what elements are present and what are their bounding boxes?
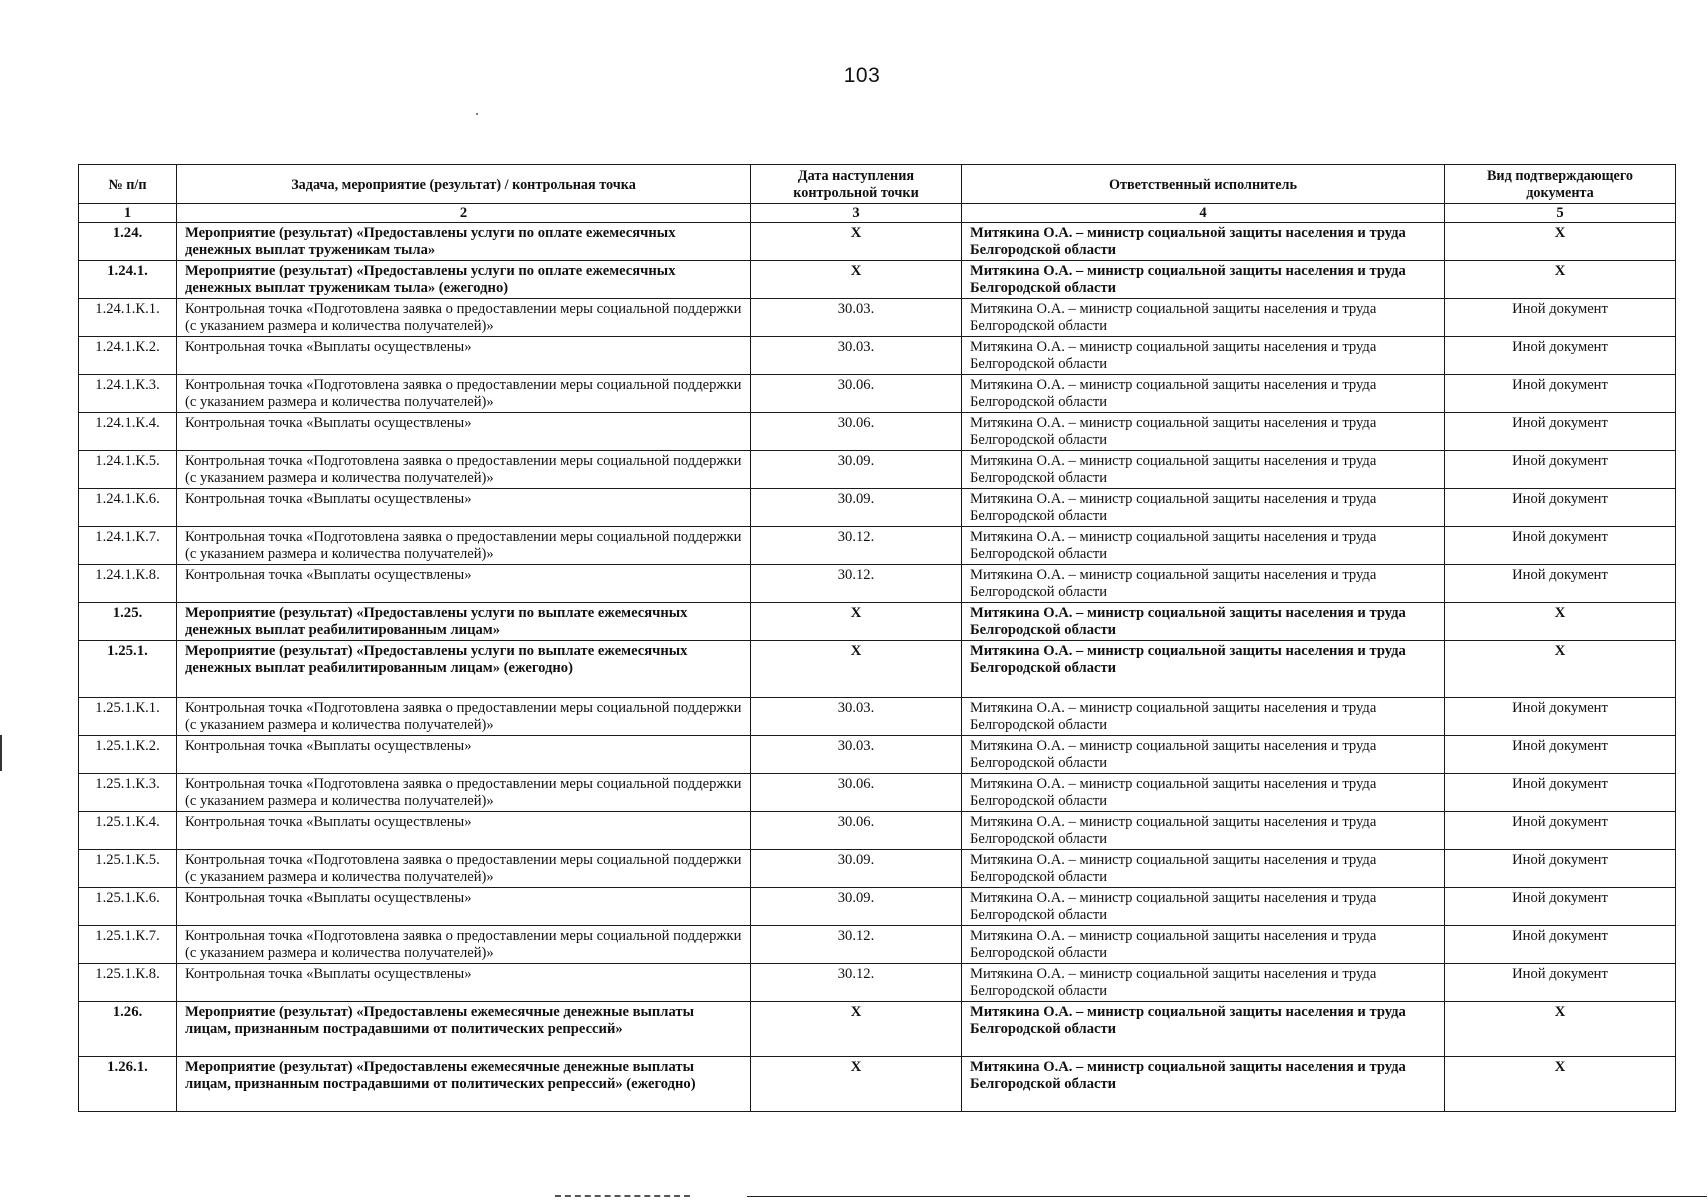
row-document-type: Х <box>1445 261 1676 299</box>
row-task: Контрольная точка «Подготовлена заявка о предоставлении меры социальной поддержки (с указанием размера и количества получателей)» <box>177 698 751 736</box>
row-document-type: Иной документ <box>1445 451 1676 489</box>
row-task: Контрольная точка «Подготовлена заявка о предоставлении меры социальной поддержки (с указанием размера и количества получателей)» <box>177 850 751 888</box>
row-number: 1.25.1.К.8. <box>79 964 177 1002</box>
row-executor: Митякина О.А. – министр социальной защиты населения и труда Белгородской области <box>962 850 1445 888</box>
table-row <box>79 413 1676 451</box>
row-number: 1.26.1. <box>79 1057 177 1112</box>
row-task: Контрольная точка «Выплаты осуществлены» <box>177 565 751 603</box>
row-date: 30.09. <box>751 489 962 527</box>
row-document-type: Иной документ <box>1445 812 1676 850</box>
row-task: Контрольная точка «Подготовлена заявка о предоставлении меры социальной поддержки (с указанием размера и количества получателей)» <box>177 926 751 964</box>
row-executor: Митякина О.А. – министр социальной защиты населения и труда Белгородской области <box>962 964 1445 1002</box>
row-date: 30.12. <box>751 964 962 1002</box>
row-date: 30.06. <box>751 774 962 812</box>
header-row <box>79 165 1676 204</box>
row-task: Контрольная точка «Подготовлена заявка о предоставлении меры социальной поддержки (с указанием размера и количества получателей)» <box>177 527 751 565</box>
table-row <box>79 299 1676 337</box>
row-number: 1.24.1.К.3. <box>79 375 177 413</box>
row-task: Контрольная точка «Выплаты осуществлены» <box>177 812 751 850</box>
row-number: 1.24. <box>79 223 177 261</box>
row-number: 1.25.1. <box>79 641 177 698</box>
column-number: 5 <box>1445 204 1676 223</box>
row-task: Контрольная точка «Подготовлена заявка о предоставлении меры социальной поддержки (с указанием размера и количества получателей)» <box>177 375 751 413</box>
table-row <box>79 850 1676 888</box>
row-date: 30.03. <box>751 299 962 337</box>
row-document-type: Иной документ <box>1445 337 1676 375</box>
table-row <box>79 736 1676 774</box>
row-number: 1.25.1.К.7. <box>79 926 177 964</box>
row-date: Х <box>751 223 962 261</box>
column-number: 1 <box>79 204 177 223</box>
row-executor: Митякина О.А. – министр социальной защиты населения и труда Белгородской области <box>962 261 1445 299</box>
row-executor: Митякина О.А. – министр социальной защиты населения и труда Белгородской области <box>962 603 1445 641</box>
row-date: 30.09. <box>751 451 962 489</box>
row-number: 1.25.1.К.3. <box>79 774 177 812</box>
row-document-type: Иной документ <box>1445 964 1676 1002</box>
row-date: Х <box>751 641 962 698</box>
row-executor: Митякина О.А. – министр социальной защиты населения и труда Белгородской области <box>962 299 1445 337</box>
row-executor: Митякина О.А. – министр социальной защиты населения и труда Белгородской области <box>962 489 1445 527</box>
table-body <box>79 223 1676 1112</box>
row-document-type: Иной документ <box>1445 299 1676 337</box>
row-document-type: Иной документ <box>1445 565 1676 603</box>
row-date: 30.03. <box>751 698 962 736</box>
table-row <box>79 1057 1676 1112</box>
row-date: 30.09. <box>751 888 962 926</box>
header-num: № п/п <box>79 165 177 204</box>
header-doc: Вид подтверждающего документа <box>1445 165 1676 204</box>
row-document-type: Х <box>1445 603 1676 641</box>
row-number: 1.25.1.К.1. <box>79 698 177 736</box>
row-executor: Митякина О.А. – министр социальной защиты населения и труда Белгородской области <box>962 926 1445 964</box>
row-executor: Митякина О.А. – министр социальной защиты населения и труда Белгородской области <box>962 774 1445 812</box>
row-task: Контрольная точка «Выплаты осуществлены» <box>177 736 751 774</box>
row-number: 1.24.1.К.7. <box>79 527 177 565</box>
column-number: 4 <box>962 204 1445 223</box>
scan-edge-mark <box>0 735 2 771</box>
column-number-row <box>79 204 1676 223</box>
row-task: Мероприятие (результат) «Предоставлены ежемесячные денежные выплаты лицам, признанным пострадавшими от политических репрессий» (ежегодно) <box>177 1057 751 1112</box>
row-task: Контрольная точка «Выплаты осуществлены» <box>177 337 751 375</box>
row-task: Контрольная точка «Подготовлена заявка о предоставлении меры социальной поддержки (с указанием размера и количества получателей)» <box>177 774 751 812</box>
row-number: 1.24.1.К.4. <box>79 413 177 451</box>
row-date: Х <box>751 1057 962 1112</box>
row-date: 30.09. <box>751 850 962 888</box>
row-executor: Митякина О.А. – министр социальной защиты населения и труда Белгородской области <box>962 1057 1445 1112</box>
row-number: 1.25.1.К.2. <box>79 736 177 774</box>
row-task: Мероприятие (результат) «Предоставлены услуги по оплате ежемесячных денежных выплат труженикам тыла» <box>177 223 751 261</box>
row-executor: Митякина О.А. – министр социальной защиты населения и труда Белгородской области <box>962 413 1445 451</box>
row-document-type: Х <box>1445 223 1676 261</box>
table-row <box>79 698 1676 736</box>
row-number: 1.24.1.К.1. <box>79 299 177 337</box>
row-date: 30.12. <box>751 527 962 565</box>
table-row <box>79 774 1676 812</box>
row-task: Мероприятие (результат) «Предоставлены услуги по оплате ежемесячных денежных выплат труженикам тыла» (ежегодно) <box>177 261 751 299</box>
table-row <box>79 641 1676 698</box>
table-row <box>79 888 1676 926</box>
row-task: Контрольная точка «Подготовлена заявка о предоставлении меры социальной поддержки (с указанием размера и количества получателей)» <box>177 451 751 489</box>
row-document-type: Иной документ <box>1445 413 1676 451</box>
row-date: Х <box>751 261 962 299</box>
footer-rule <box>747 1196 1707 1197</box>
row-number: 1.24.1. <box>79 261 177 299</box>
row-task: Контрольная точка «Подготовлена заявка о предоставлении меры социальной поддержки (с указанием размера и количества получателей)» <box>177 299 751 337</box>
row-task: Мероприятие (результат) «Предоставлены услуги по выплате ежемесячных денежных выплат реабилитированным лицам» <box>177 603 751 641</box>
table-row <box>79 223 1676 261</box>
row-number: 1.25.1.К.5. <box>79 850 177 888</box>
row-date: 30.06. <box>751 375 962 413</box>
row-executor: Митякина О.А. – министр социальной защиты населения и труда Белгородской области <box>962 641 1445 698</box>
row-document-type: Иной документ <box>1445 375 1676 413</box>
table-row <box>79 489 1676 527</box>
row-task: Контрольная точка «Выплаты осуществлены» <box>177 489 751 527</box>
table-row <box>79 451 1676 489</box>
header-executor: Ответственный исполнитель <box>962 165 1445 204</box>
header-task: Задача, мероприятие (результат) / контрольная точка <box>177 165 751 204</box>
row-date: 30.06. <box>751 413 962 451</box>
scan-speck <box>476 113 478 115</box>
row-number: 1.26. <box>79 1002 177 1057</box>
row-executor: Митякина О.А. – министр социальной защиты населения и труда Белгородской области <box>962 812 1445 850</box>
row-document-type: Иной документ <box>1445 527 1676 565</box>
row-task: Контрольная точка «Выплаты осуществлены» <box>177 888 751 926</box>
table-row <box>79 337 1676 375</box>
row-date: Х <box>751 603 962 641</box>
row-executor: Митякина О.А. – министр социальной защиты населения и труда Белгородской области <box>962 527 1445 565</box>
row-task: Мероприятие (результат) «Предоставлены услуги по выплате ежемесячных денежных выплат реабилитированным лицам» (ежегодно) <box>177 641 751 698</box>
row-number: 1.24.1.К.8. <box>79 565 177 603</box>
column-number: 3 <box>751 204 962 223</box>
row-executor: Митякина О.А. – министр социальной защиты населения и труда Белгородской области <box>962 888 1445 926</box>
column-number: 2 <box>177 204 751 223</box>
header-date: Дата наступления контрольной точки <box>751 165 962 204</box>
row-document-type: Х <box>1445 641 1676 698</box>
table-row <box>79 261 1676 299</box>
row-executor: Митякина О.А. – министр социальной защиты населения и труда Белгородской области <box>962 223 1445 261</box>
row-document-type: Иной документ <box>1445 698 1676 736</box>
row-document-type: Х <box>1445 1002 1676 1057</box>
row-document-type: Иной документ <box>1445 736 1676 774</box>
table-row <box>79 603 1676 641</box>
row-document-type: Иной документ <box>1445 774 1676 812</box>
row-date: 30.03. <box>751 337 962 375</box>
plan-table <box>78 164 1676 1112</box>
table-row <box>79 527 1676 565</box>
row-document-type: Иной документ <box>1445 850 1676 888</box>
row-number: 1.25. <box>79 603 177 641</box>
row-executor: Митякина О.А. – министр социальной защиты населения и труда Белгородской области <box>962 1002 1445 1057</box>
row-executor: Митякина О.А. – министр социальной защиты населения и труда Белгородской области <box>962 451 1445 489</box>
table-row <box>79 375 1676 413</box>
row-executor: Митякина О.А. – министр социальной защиты населения и труда Белгородской области <box>962 736 1445 774</box>
row-task: Мероприятие (результат) «Предоставлены ежемесячные денежные выплаты лицам, признанным пострадавшими от политических репрессий» <box>177 1002 751 1057</box>
table-row <box>79 1002 1676 1057</box>
row-date: Х <box>751 1002 962 1057</box>
row-number: 1.24.1.К.6. <box>79 489 177 527</box>
row-document-type: Иной документ <box>1445 926 1676 964</box>
table-row <box>79 812 1676 850</box>
row-task: Контрольная точка «Выплаты осуществлены» <box>177 413 751 451</box>
row-executor: Митякина О.А. – министр социальной защиты населения и труда Белгородской области <box>962 337 1445 375</box>
row-document-type: Иной документ <box>1445 888 1676 926</box>
table-row <box>79 926 1676 964</box>
table-row <box>79 964 1676 1002</box>
row-date: 30.12. <box>751 565 962 603</box>
row-document-type: Х <box>1445 1057 1676 1112</box>
row-number: 1.25.1.К.6. <box>79 888 177 926</box>
row-date: 30.03. <box>751 736 962 774</box>
row-date: 30.06. <box>751 812 962 850</box>
row-task: Контрольная точка «Выплаты осуществлены» <box>177 964 751 1002</box>
row-number: 1.25.1.К.4. <box>79 812 177 850</box>
row-executor: Митякина О.А. – министр социальной защиты населения и труда Белгородской области <box>962 565 1445 603</box>
page-number: 103 <box>843 64 881 87</box>
row-number: 1.24.1.К.2. <box>79 337 177 375</box>
row-number: 1.24.1.К.5. <box>79 451 177 489</box>
table-row <box>79 565 1676 603</box>
row-document-type: Иной документ <box>1445 489 1676 527</box>
row-executor: Митякина О.А. – министр социальной защиты населения и труда Белгородской области <box>962 698 1445 736</box>
row-date: 30.12. <box>751 926 962 964</box>
row-executor: Митякина О.А. – министр социальной защиты населения и труда Белгородской области <box>962 375 1445 413</box>
footer-dashed-line <box>555 1195 690 1197</box>
